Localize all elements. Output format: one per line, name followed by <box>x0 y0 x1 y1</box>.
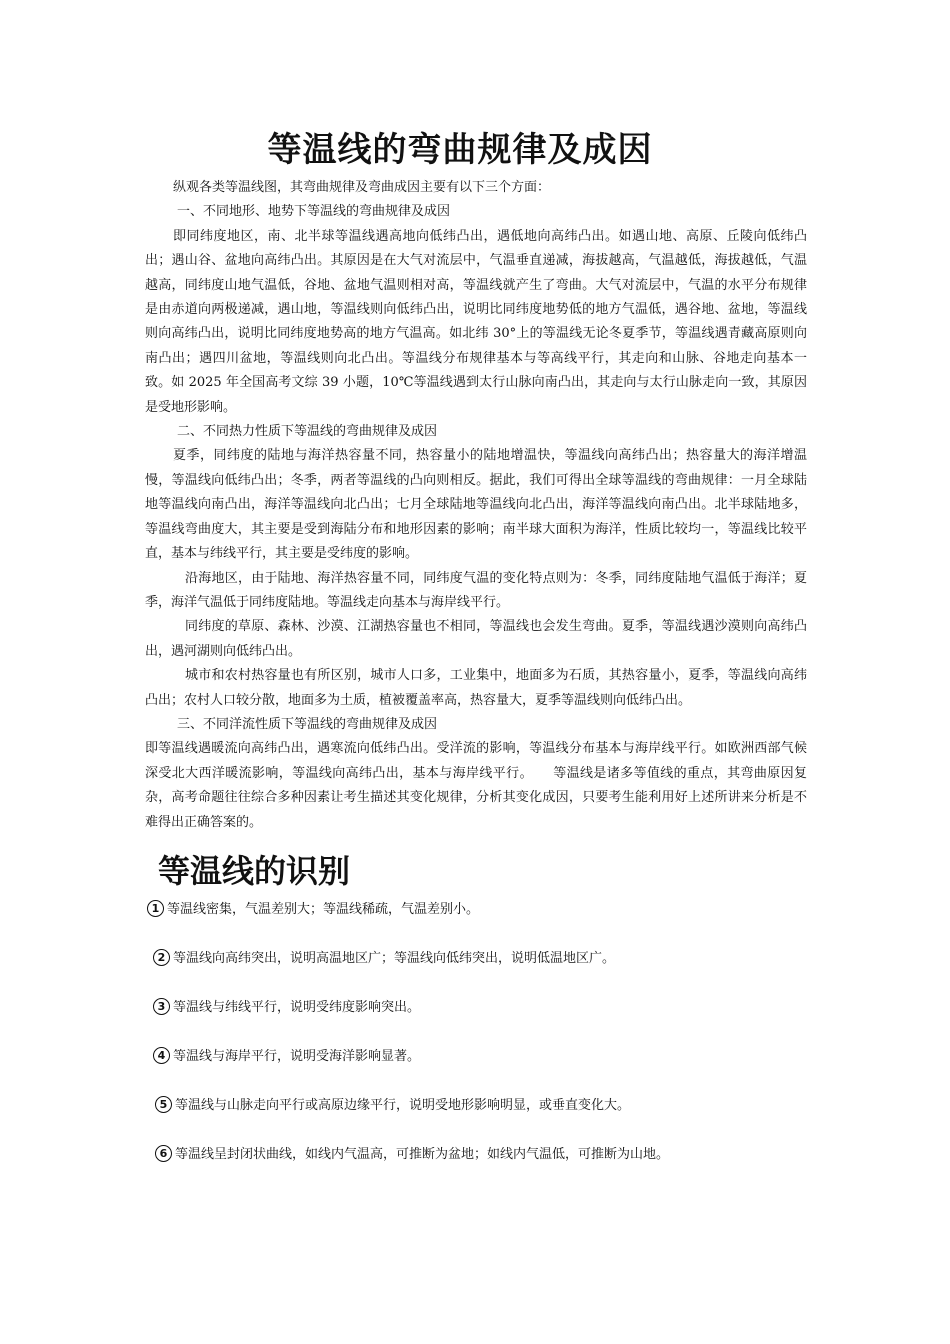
circled-number-3-icon: 3 <box>153 998 170 1015</box>
circled-number-5-icon: 5 <box>155 1096 172 1113</box>
intro-paragraph: 纵观各类等温线图，其弯曲规律及弯曲成因主要有以下三个方面： <box>173 180 551 195</box>
list-item <box>147 1045 827 1094</box>
section2-paragraph-coastal: 沿海地区，由于陆地、海洋热容量不同，同纬度气温的变化特点则为：冬季，同纬度陆地气温低于海洋；夏季，海洋气温低于同纬度陆地。等温线走向基本与海岸线平行。 <box>145 570 807 610</box>
circled-number-6-icon: 6 <box>155 1145 172 1162</box>
list-item-text: 等温线密集，气温差别大；等温线稀疏，气温差别小。 <box>167 902 480 917</box>
identification-list <box>147 898 827 1192</box>
list-item-text: 等温线呈封闭状曲线，如线内气温高，可推断为盆地；如线内气温低，可推断为山地。 <box>175 1147 670 1162</box>
section2-paragraph-vegetation: 同纬度的草原、森林、沙漠、江湖热容量也不相同，等温线也会发生弯曲。夏季，等温线遇沙漠则向高纬凸出，遇河湖则向低纬凸出。 <box>145 619 807 659</box>
section2-paragraph-urban: 城市和农村热容量也有所区别，城市人口多，工业集中，地面多为石质，其热容量小，夏季，等温线向高纬凸出；农村人口较分散，地面多为土质，植被覆盖率高，热容量大，夏季等温线则向低纬凸出。 <box>145 668 807 708</box>
identification-title: 等温线的识别 <box>158 852 351 890</box>
circled-number-4-icon: 4 <box>153 1047 170 1064</box>
circled-number-1-icon: 1 <box>147 900 164 917</box>
list-item-text: 等温线向高纬突出，说明高温地区广；等温线向低纬突出，说明低温地区广。 <box>173 951 616 966</box>
list-item <box>147 1094 827 1143</box>
list-item-text: 等温线与海岸平行，说明受海洋影响显著。 <box>173 1049 421 1064</box>
list-item-text: 等温线与山脉走向平行或高原边缘平行，说明受地形影响明显，或垂直变化大。 <box>175 1098 631 1113</box>
body-text <box>145 176 807 835</box>
section1-heading: 一、不同地形、地势下等温线的弯曲规律及成因 <box>177 204 451 220</box>
list-item <box>147 1143 827 1192</box>
section3-heading: 三、不同洋流性质下等温线的弯曲规律及成因 <box>177 716 438 732</box>
list-item <box>147 996 827 1045</box>
section3-paragraph: 即等温线遇暖流向高纬凸出，遇寒流向低纬凸出。受洋流的影响，等温线分布基本与海岸线平行。如欧洲西部气候深受北大西洋暖流影响，等温线向高纬凸出，基本与海岸线平行。 等温线是诸多等值线的重点，其弯曲原因复杂，高考命题往往综合多种因素让考生描述其变化规律，分析其变化成因，只要考生能利用好上述所讲来分析是不难得出正确答案的。 <box>145 741 807 830</box>
page-title: 等温线的弯曲规律及成因 <box>267 130 653 170</box>
list-item <box>147 947 827 996</box>
circled-number-2-icon: 2 <box>153 949 170 966</box>
list-item-text: 等温线与纬线平行，说明受纬度影响突出。 <box>173 1000 421 1015</box>
list-item <box>147 898 827 947</box>
section1-paragraph: 即同纬度地区，南、北半球等温线遇高地向低纬凸出，遇低地向高纬凸出。如遇山地、高原、丘陵向低纬凸出；遇山谷、盆地向高纬凸出。其原因是在大气对流层中，气温垂直递减，海拔越高，气温越低，海拔越低，气温越高，同纬度山地气温低，谷地、盆地气温则相对高，等温线就产生了弯曲。大气对流层中，气温的水平分布规律是由赤道向两极递减，遇山地，等温线则向低纬凸出，说明比同纬度地势低的地方气温低，遇谷地、盆地，等温线则向高纬凸出，说明比同纬度地势高的地方气温高。如北纬 30°上的等温线无论冬夏季节，等温线遇青藏高原则向南凸出；遇四川盆地，等温线则向北凸出。等温线分布规律基本与等高线平行，其走向和山脉、谷地走向基本一致。如 2025 年全国高考文综 39 小题，10℃等温线遇到太行山脉向南凸出，其走向与太行山脉走向一致，其原因是受地形影响。 <box>145 228 807 415</box>
section2-heading: 二、不同热力性质下等温线的弯曲规律及成因 <box>177 424 438 440</box>
section2-paragraph-summer: 夏季，同纬度的陆地与海洋热容量不同，热容量小的陆地增温快，等温线向高纬凸出；热容量大的海洋增温慢，等温线向低纬凸出；冬季，两者等温线的凸向则相反。据此，我们可得出全球等温线的弯曲规律：一月全球陆地等温线向南凸出，海洋等温线向北凸出；七月全球陆地等温线向北凸出，海洋等温线向南凸出。北半球陆地多，等温线弯曲度大，其主要是受到海陆分布和地形因素的影响；南半球大面积为海洋，性质比较均一，等温线比较平直，基本与纬线平行，其主要是受纬度的影响。 <box>145 448 807 562</box>
